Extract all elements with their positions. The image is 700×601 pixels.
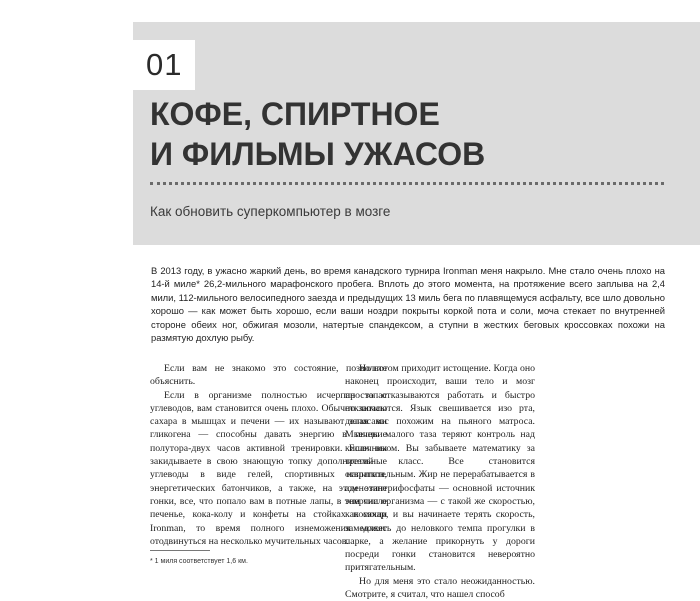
footnote: * 1 миля соответствует 1,6 км. xyxy=(150,558,248,565)
footnote-rule xyxy=(150,550,210,551)
dotted-divider xyxy=(150,182,664,185)
chapter-title xyxy=(150,94,485,174)
body-paragraph: Если в организме полностью исчерпан запас углеводов, вам становится очень плохо. Обычно запасы сахара в мышцах и печени — их называют запасами гликогена — способны давать энергию в течение полутора-двух часов активной тренировки. Если вы закидываете в свою знающую топку дополнительные углеводы в виде гелей, спортивных напитков, энергетических батончиков, а также, на этом этапе гонки, все, что попало вам в потные лапы, в том числе печенье, кока-колу и конфеты на стойках помощи Ironman, то время полного изнеможения может отодвинуться на несколько мучительных часов. xyxy=(150,389,387,547)
body-paragraph: Но потом приходит истощение. Когда оно наконец происходит, ваши тело и мозг просто отказываются работать и быстро отключаются. Язык свешивается изо рта, делая вас похожим на пьяного матроса. Мышцы малого таза теряют контроль над кишечником. Вы забываете математику за третий класс. Все становится отвратительным. Жир не перерабатывается в аденозинтрифосфаты — основной источник энергии организма — с такой же скоростью, как сахар, и вы начинаете терять скорость, замедляясь до неловкого темпа прогулки в парке, а желание прикорнуть у дороги посреди гонки становится невероятно притягательным. xyxy=(345,363,535,574)
body-paragraph: Если вам не знакомо это состояние, позвольте объяснить. xyxy=(150,363,387,388)
chapter-number: 01 xyxy=(133,40,195,90)
intro-paragraph: В 2013 году, в ужасно жаркий день, во время канадского турнира Ironman меня накрыло. Мне стало очень плохо на 14-й миле* 26,2-мильного марафонского пробега. Вплоть до этого момента, на протяжение всего заплыва на 2,4 мили, 112-мильного велосипедного заезда и предыдущих 13 миль бега по плавящемуся асфальту, все шло довольно хорошо — как может быть хорошо, если ваши ноздри покрыты коркой пота и соли, моча стекает по внутренней стороне обеих ног, обжигая мозоли, натертые спандексом, а ступни в жестких беговых кроссовках похожи на размятую дохлую рыбу. xyxy=(151,265,665,344)
body-column-right xyxy=(345,362,535,601)
body-paragraph: Но для меня это стало неожиданностью. Смотрите, я считал, что нашел способ xyxy=(345,575,535,601)
chapter-subtitle: Как обновить суперкомпьютер в мозге xyxy=(150,204,391,219)
chapter-title-line-1: КОФЕ, СПИРТНОЕ xyxy=(150,96,440,132)
chapter-title-line-2: И ФИЛЬМЫ УЖАСОВ xyxy=(150,136,486,172)
